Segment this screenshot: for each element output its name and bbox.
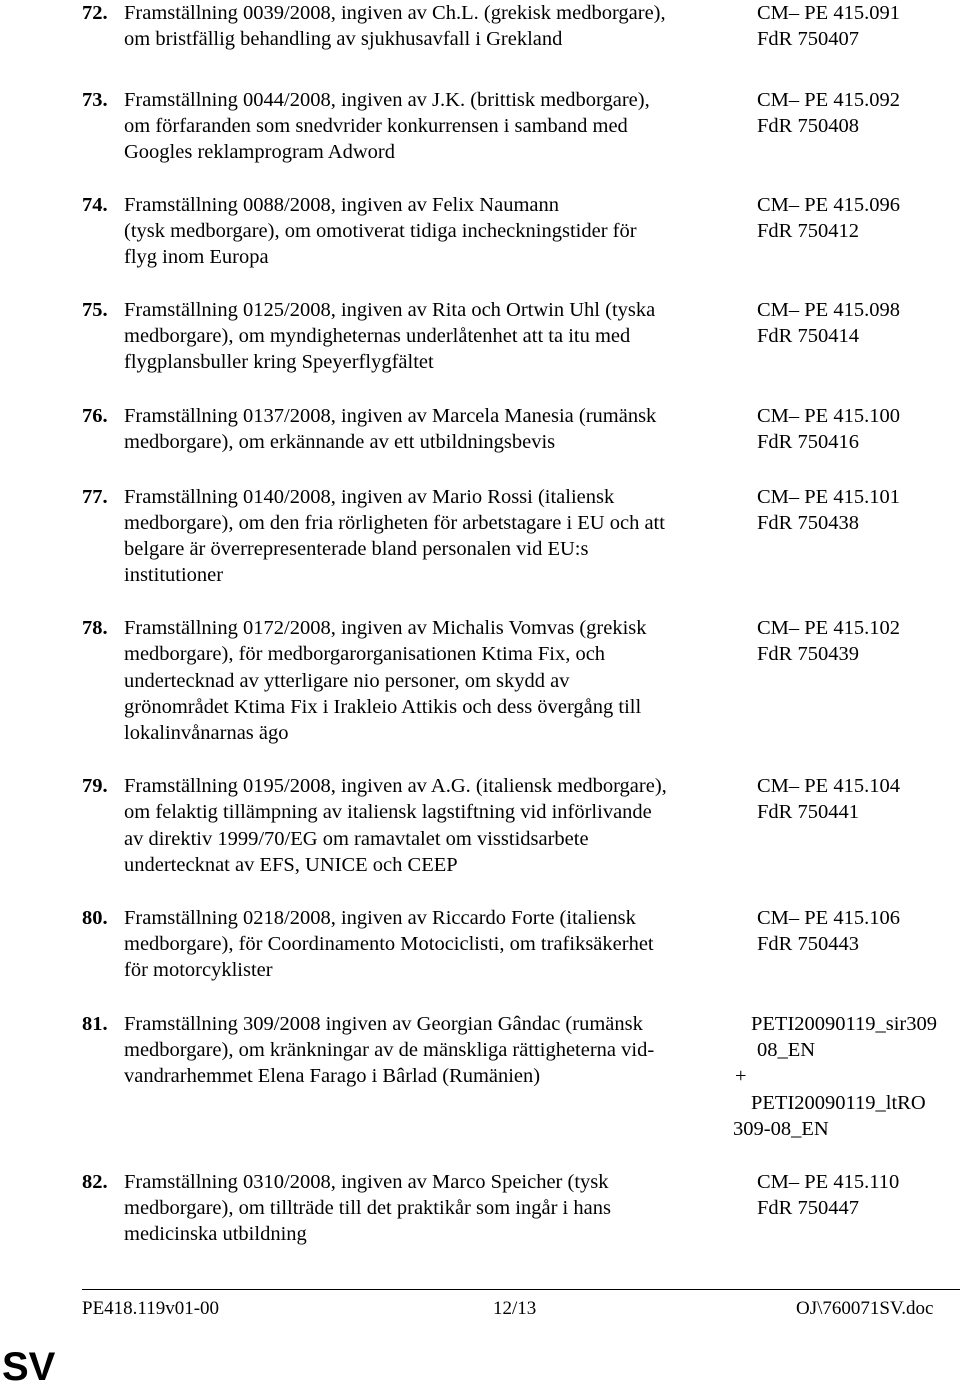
item-number: 80. <box>82 907 108 929</box>
item-reference: FdR 750441 <box>757 801 859 823</box>
item-reference: CM– PE 415.104 <box>757 775 900 797</box>
item-reference: FdR 750438 <box>757 512 859 534</box>
item-text-line: Framställning 0088/2008, ingiven av Felix Naumann <box>124 194 560 216</box>
item-text-line: undertecknad av ytterligare nio personer, om skydd av <box>124 670 570 692</box>
item-text-line: medborgare), för medborgarorganisationen Ktima Fix, och <box>124 643 606 665</box>
item-number: 74. <box>82 194 108 216</box>
item-reference: FdR 750412 <box>757 220 859 242</box>
item-text-line: Framställning 0044/2008, ingiven av J.K. (brittisk medborgare), <box>124 89 650 111</box>
item-text-line: Framställning 0310/2008, ingiven av Marco Speicher (tysk <box>124 1171 609 1193</box>
item-text-line: Framställning 309/2008 ingiven av Georgian Gândac (rumänsk <box>124 1013 643 1035</box>
item-reference: CM– PE 415.106 <box>757 907 900 929</box>
footer-page-number: 12/13 <box>493 1298 537 1319</box>
item-reference: FdR 750443 <box>757 933 859 955</box>
item-text-line: vandrarhemmet Elena Farago i Bârlad (Rumänien) <box>124 1065 541 1087</box>
item-text-line: medborgare), om erkännande av ett utbildningsbevis <box>124 431 556 453</box>
item-number: 75. <box>82 299 108 321</box>
item-text-line: lokalinvånarnas ägo <box>124 722 289 744</box>
item-number: 73. <box>82 89 108 111</box>
item-number: 82. <box>82 1171 108 1193</box>
item-number: 76. <box>82 405 108 427</box>
item-reference: CM– PE 415.110 <box>757 1171 900 1193</box>
item-text-line: Framställning 0172/2008, ingiven av Michalis Vomvas (grekisk <box>124 617 647 639</box>
item-number: 72. <box>82 2 108 24</box>
item-text-line: medborgare), om kränkningar av de mänskliga rättigheterna vid- <box>124 1039 655 1061</box>
item-reference: CM– PE 415.096 <box>757 194 900 216</box>
item-number: 77. <box>82 486 108 508</box>
item-number: 81. <box>82 1013 108 1035</box>
item-reference: 08_EN <box>757 1039 816 1061</box>
item-reference: CM– PE 415.101 <box>757 486 900 508</box>
item-text-line: om felaktig tillämpning av italiensk lagstiftning vid införlivande <box>124 801 652 823</box>
item-reference: CM– PE 415.091 <box>757 2 900 24</box>
item-reference: FdR 750447 <box>757 1197 859 1219</box>
item-reference: FdR 750407 <box>757 28 859 50</box>
item-text-line: undertecknat av EFS, UNICE och CEEP <box>124 854 458 876</box>
item-text-line: av direktiv 1999/70/EG om ramavtalet om visstidsarbete <box>124 828 589 850</box>
item-text-line: (tysk medborgare), om omotiverat tidiga incheckningstider för <box>124 220 637 242</box>
item-text-line: medborgare), om tillträde till det praktikår som ingår i hans <box>124 1197 611 1219</box>
item-text-line: belgare är överrepresenterade bland personalen vid EU:s <box>124 538 589 560</box>
item-reference: PETI20090119_ltRO <box>751 1092 926 1114</box>
item-text-line: Googles reklamprogram Adword <box>124 141 395 163</box>
item-text-line: Framställning 0195/2008, ingiven av A.G. (italiensk medborgare), <box>124 775 667 797</box>
item-reference-plus: + <box>735 1065 747 1087</box>
item-text-line: institutioner <box>124 564 224 586</box>
item-reference: CM– PE 415.092 <box>757 89 900 111</box>
item-reference: FdR 750416 <box>757 431 859 453</box>
item-text-line: medborgare), om den fria rörligheten för arbetstagare i EU och att <box>124 512 665 534</box>
item-text-line: flygplansbuller kring Speyerflygfältet <box>124 351 434 373</box>
footer-document-ref: PE418.119v01-00 <box>82 1298 220 1319</box>
footer-file-ref: OJ\760071SV.doc <box>796 1298 934 1319</box>
item-text-line: Framställning 0140/2008, ingiven av Mario Rossi (italiensk <box>124 486 615 508</box>
item-text-line: medicinska utbildning <box>124 1223 307 1245</box>
item-reference: FdR 750408 <box>757 115 859 137</box>
item-text-line: Framställning 0218/2008, ingiven av Riccardo Forte (italiensk <box>124 907 636 929</box>
item-number: 79. <box>82 775 108 797</box>
item-reference: CM– PE 415.100 <box>757 405 900 427</box>
item-text-line: för motorcyklister <box>124 959 273 981</box>
item-reference: FdR 750439 <box>757 643 859 665</box>
item-text-line: Framställning 0039/2008, ingiven av Ch.L. (grekisk medborgare), <box>124 2 666 24</box>
item-reference: PETI20090119_sir309 <box>751 1013 938 1035</box>
footer-rule <box>82 1289 960 1290</box>
language-tag: SV <box>2 1345 56 1389</box>
item-number: 78. <box>82 617 108 639</box>
item-text-line: Framställning 0137/2008, ingiven av Marcela Manesia (rumänsk <box>124 405 657 427</box>
item-text-line: om förfaranden som snedvrider konkurrensen i samband med <box>124 115 628 137</box>
item-reference: CM– PE 415.102 <box>757 617 900 639</box>
item-reference: CM– PE 415.098 <box>757 299 900 321</box>
item-text-line: medborgare), för Coordinamento Motociclisti, om trafiksäkerhet <box>124 933 654 955</box>
item-reference: 309-08_EN <box>733 1118 829 1140</box>
item-text-line: medborgare), om myndigheternas underlåtenhet att ta itu med <box>124 325 631 347</box>
item-text-line: om bristfällig behandling av sjukhusavfall i Grekland <box>124 28 563 50</box>
item-text-line: Framställning 0125/2008, ingiven av Rita och Ortwin Uhl (tyska <box>124 299 656 321</box>
item-text-line: flyg inom Europa <box>124 246 269 268</box>
item-reference: FdR 750414 <box>757 325 859 347</box>
item-text-line: grönområdet Ktima Fix i Irakleio Attikis och dess övergång till <box>124 696 642 718</box>
